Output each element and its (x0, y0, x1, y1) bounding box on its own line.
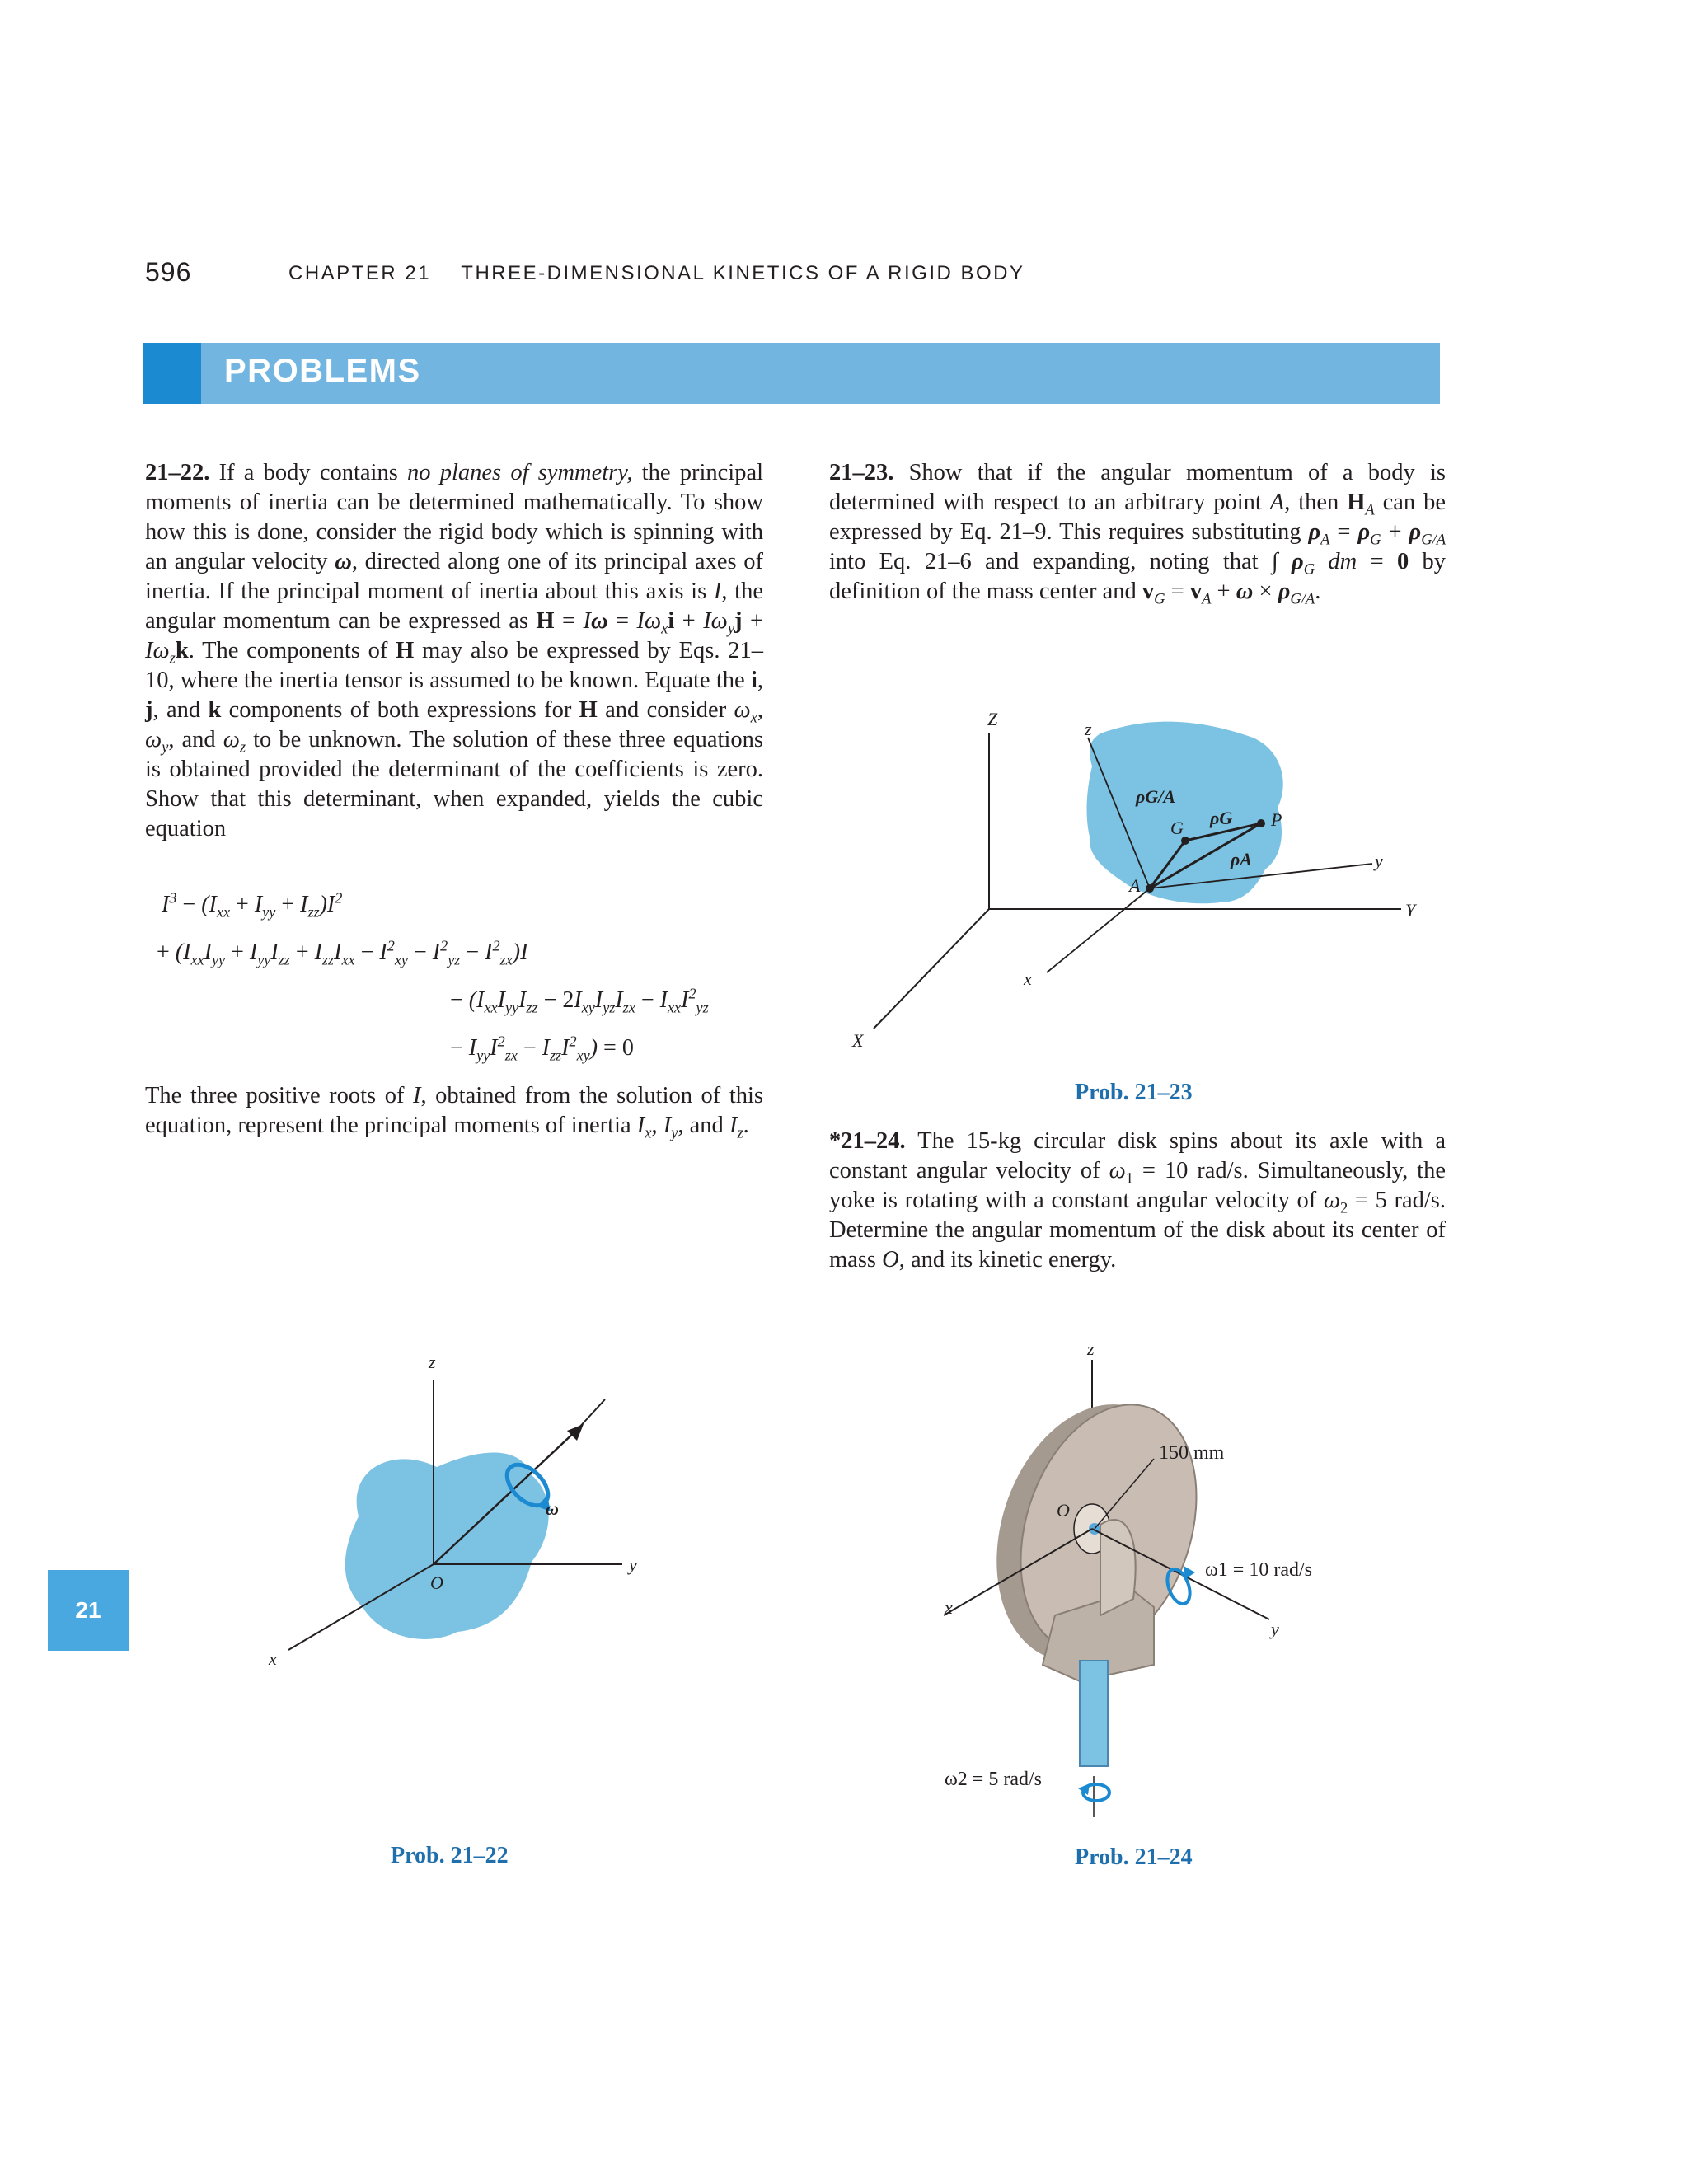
label-radius: 150 mm (1159, 1442, 1225, 1464)
label-z-local: z (1085, 719, 1092, 739)
chapter-label: CHAPTER 21 (288, 262, 432, 284)
label-O: O (1057, 1500, 1070, 1521)
label-rho-A: ρA (1231, 849, 1253, 869)
label-y: y (1271, 1619, 1279, 1639)
X-axis (874, 909, 989, 1029)
label-omega1: ω1 = 10 rad/s (1205, 1559, 1312, 1581)
point-A (1146, 884, 1154, 893)
page-number: 596 (145, 257, 192, 287)
label-P: P (1271, 809, 1282, 830)
label-x: x (945, 1597, 953, 1618)
label-y-local: y (1375, 851, 1383, 871)
figure-prob-21-24 (915, 1335, 1376, 1830)
label-z: z (1087, 1338, 1095, 1359)
label-X: X (852, 1030, 864, 1051)
problem-21-24-text: *21–24. The 15-kg circular disk spins about its axle with a constant angular velocity of $\omega_1 = 10$ rad/s. Simultaneously, the yoke is rotating with a constant angular velocity of $\omega_2 = 5$ rad/s. Determine the angular momentum of the disk about its center of mass O, and its kinetic energy. (829, 1128, 1446, 1272)
label-Z: Z (987, 709, 998, 729)
shaft (1080, 1661, 1108, 1766)
equation-line-1: $I^3 - (I_{xx} + I_{yy} + I_{zz})I^2$ (162, 889, 343, 921)
yoke-arm (1100, 1520, 1136, 1615)
caption-prob-21-24: Prob. 21–24 (1075, 1844, 1193, 1870)
label-O: O (430, 1572, 443, 1593)
banner-title: PROBLEMS (224, 353, 421, 389)
label-omega: ω (546, 1498, 559, 1519)
banner-accent (143, 343, 201, 404)
label-z: z (429, 1352, 436, 1372)
problem-number: *21–24. (829, 1128, 906, 1154)
label-A: A (1129, 875, 1141, 896)
equation-line-2: + $(I_{xx}I_{yy} + I_{yy}I_{zz} + I_{zz}I_{xx} - I^2_{xy} - I^2_{yz} - I^2_{zx})I$ (157, 937, 528, 968)
label-x-local: x (1024, 968, 1032, 989)
figure-prob-21-22 (247, 1343, 709, 1690)
problem-number: 21–23. (829, 460, 894, 485)
label-Y: Y (1405, 900, 1416, 921)
label-omega2: ω2 = 5 rad/s (945, 1769, 1042, 1790)
x-axis-local (1047, 888, 1150, 972)
label-y: y (629, 1554, 637, 1575)
caption-prob-21-22: Prob. 21–22 (391, 1843, 509, 1868)
problem-21-22-text: 21–22. If a body contains no planes of symmetry, the principal moments of inertia can be determined mathematically. To show how this is done, consider the rigid body which is spinning with an angular velocity ω, directed along one of its principal axes of inertia. If the principal moment of inertia about this axis is I, the angular momentum can be expressed as $H = I\omega = I\omega_xi + I\omega_yj + I\omega_zk$. The components of H may also be expressed by Eqs. 21–10, where the inertia tensor is assumed to be known. Equate the i, j, and k components of both expressions for H and consider $\omega_x$, $\omega_y$, and $\omega_z$ to be unknown. The solution of these three equations is obtained provided the determinant of the coefficients is zero. Show that this determinant, when expanded, yields the cubic equation (145, 460, 764, 841)
running-head (288, 262, 1025, 285)
label-x: x (269, 1648, 277, 1669)
blob-body (345, 1453, 549, 1639)
problem-number: 21–22. (145, 460, 210, 485)
equation-line-3: − ($I_{xx}I_{yy}I_{zz} - 2I_{xy}I_{yz}I_{zx} - I_{xx}I^2_{yz}$ (450, 985, 709, 1016)
problem-21-22-conclusion: The three positive roots of I, obtained from the solution of this equation, represent the principal moments of inertia $I_x$, $I_y$, and $I_z$. (145, 1083, 763, 1142)
label-G: G (1170, 818, 1184, 838)
chapter-title: THREE-DIMENSIONAL KINETICS OF A RIGID BODY (461, 262, 1025, 284)
figure-prob-21-23 (841, 701, 1442, 1055)
omega1-arrowhead (1184, 1566, 1195, 1579)
label-rho-GA: ρG/A (1136, 786, 1176, 807)
label-rho-G: ρG (1210, 808, 1233, 828)
chapter-tab: 21 (48, 1570, 129, 1651)
caption-prob-21-23: Prob. 21–23 (1075, 1080, 1193, 1105)
point-P (1257, 819, 1265, 827)
problem-21-23-text: 21–23. Show that if the angular momentum of a body is determined with respect to an arbitrary point A, then $H_A$ can be expressed by Eq. 21–9. This requires substituting $\rho_A = \rho_G + \rho_{G/A}$ into Eq. 21–6 and expanding, noting that ∫ $\rho_G$ dm = 0 by definition of the mass center and $v_G = v_A + \omega \times \rho_{G/A}$. (829, 460, 1447, 608)
equation-line-4: − $I_{yy}I^2_{zx} - I_{zz}I^2_{xy}) = 0$ (450, 1033, 634, 1064)
